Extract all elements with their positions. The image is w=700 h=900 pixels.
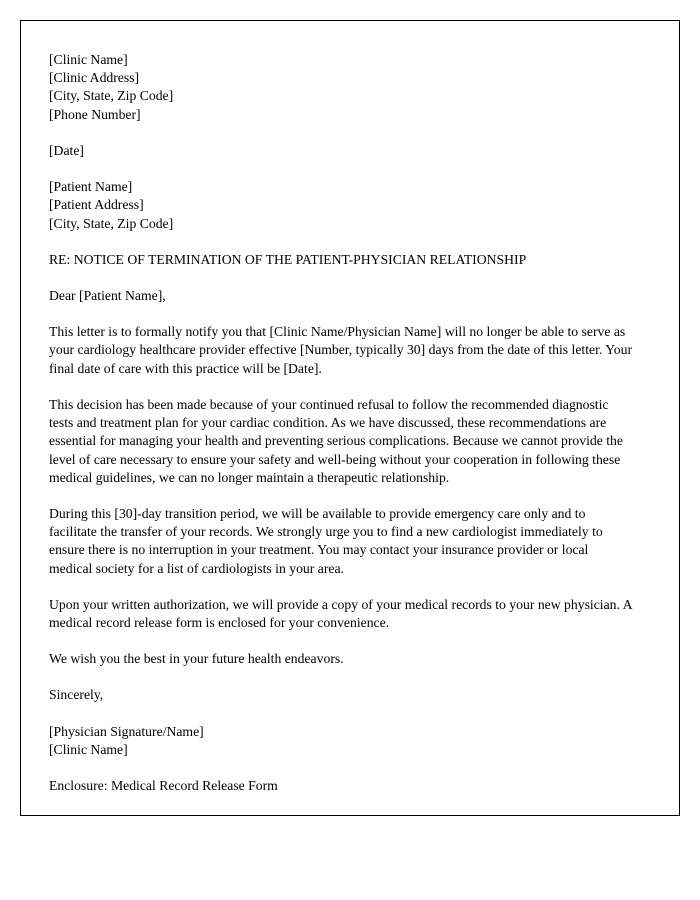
signature-clinic-name: [Clinic Name] — [49, 741, 128, 757]
clinic-phone: [Phone Number] — [49, 106, 141, 122]
paragraph-reason: This decision has been made because of your continued refusal to follow the recommended diagnostic tests and treatment plan for your cardiac condition. As we have discussed, these recommendations are essential for managing your health and preventing serious complications. Because we cannot provide the level of care necessary to ensure your safety and well-being without your cooperation in following these medical guidelines, we can no longer maintain a therapeutic relationship. — [49, 396, 623, 485]
clinic-address-block — [49, 51, 635, 124]
letter-page — [20, 20, 680, 816]
paragraph-transition-period: During this [30]-day transition period, we will be available to provide emergency care only and to facilitate the transfer of your records. We strongly urge you to find a new cardiologist immediately to ensure there is no interruption in your treatment. You may contact your insurance provider or local medical society for a list of cardiologists in your area. — [49, 505, 603, 576]
patient-city-state-zip: [City, State, Zip Code] — [49, 215, 174, 231]
date-line: [Date] — [49, 142, 84, 158]
paragraph-records-release: Upon your written authorization, we will provide a copy of your medical records to your new physician. A medical record release form is enclosed for your convenience. — [49, 596, 632, 631]
clinic-address: [Clinic Address] — [49, 70, 140, 86]
clinic-city-state-zip: [City, State, Zip Code] — [49, 88, 174, 104]
subject-line: RE: NOTICE OF TERMINATION OF THE PATIENT-PHYSICIAN RELATIONSHIP — [49, 251, 527, 267]
patient-address: [Patient Address] — [49, 197, 144, 213]
patient-name: [Patient Name] — [49, 179, 133, 195]
patient-address-block — [49, 178, 635, 233]
paragraph-termination-notice: This letter is to formally notify you that [Clinic Name/Physician Name] will no longer be able to serve as your cardiology healthcare provider effective [Number, typically 30] days from the date of this letter. Your final date of care with this practice will be [Date]. — [49, 324, 633, 376]
enclosure-line: Enclosure: Medical Record Release Form — [49, 778, 278, 794]
paragraph-well-wishes: We wish you the best in your future health endeavors. — [49, 651, 344, 667]
closing: Sincerely, — [49, 687, 104, 703]
physician-signature-line: [Physician Signature/Name] — [49, 723, 204, 739]
date-block — [49, 142, 635, 160]
signature-block — [49, 723, 635, 759]
salutation: Dear [Patient Name], — [49, 287, 166, 303]
clinic-name: [Clinic Name] — [49, 52, 128, 67]
